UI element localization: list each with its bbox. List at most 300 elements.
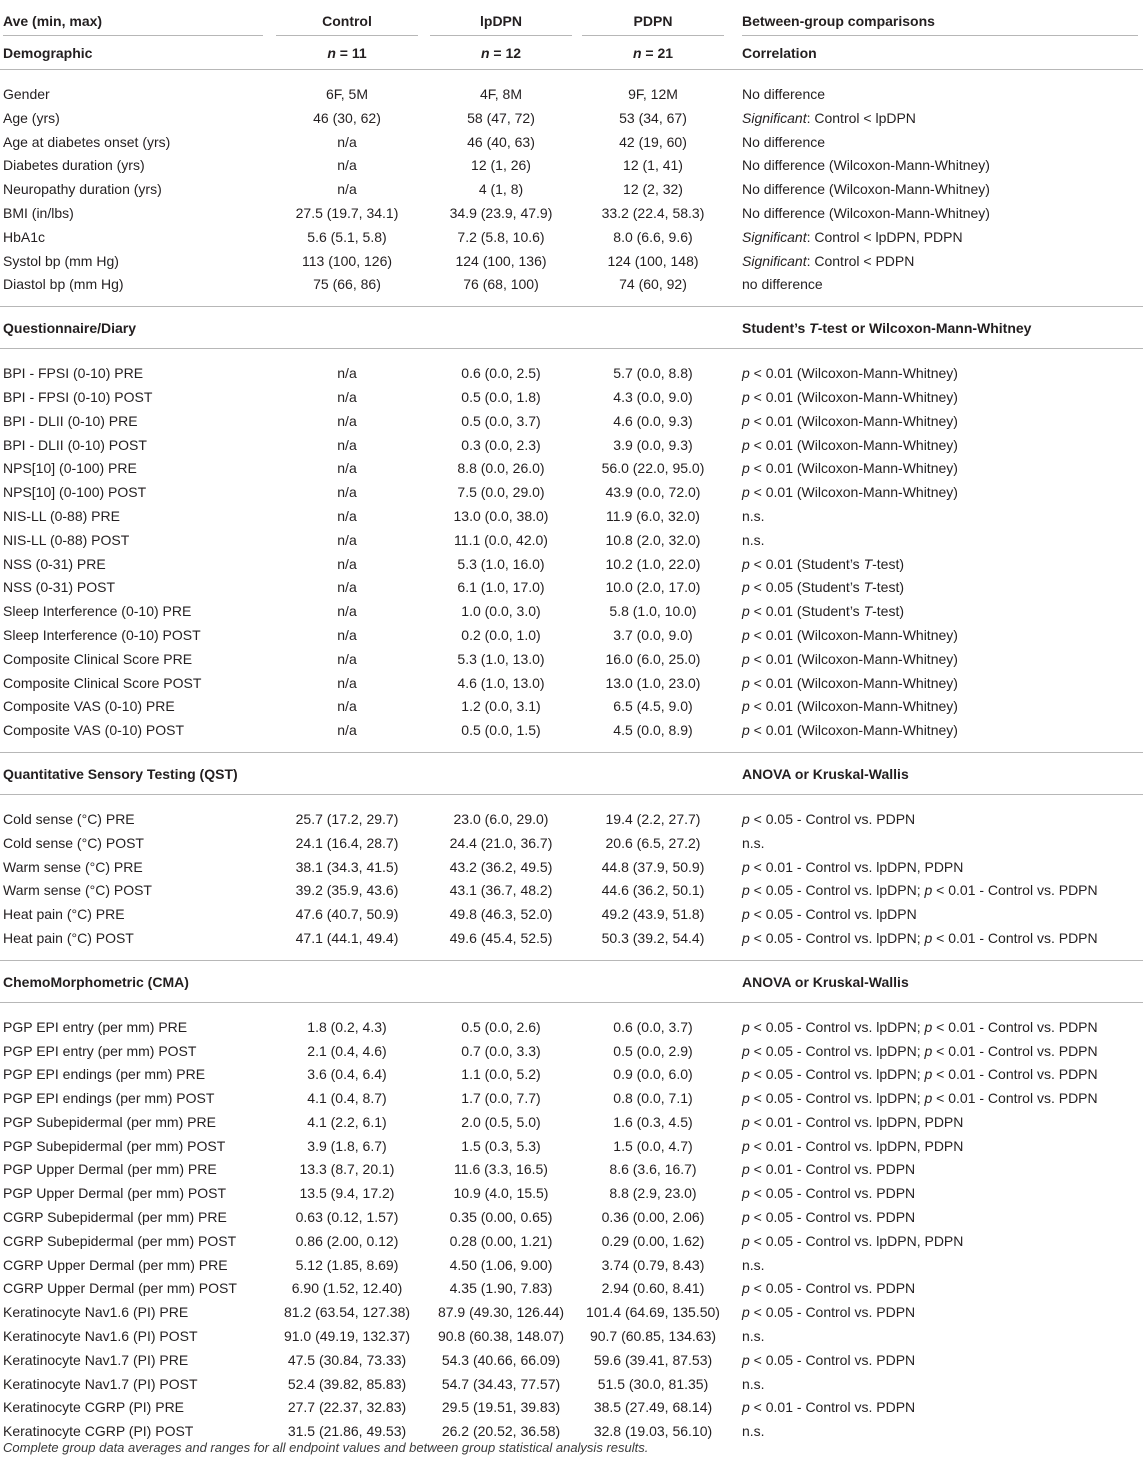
- table-row: [0, 201, 1143, 225]
- control-value: n/a: [337, 365, 357, 382]
- comparison-value: n.s.: [742, 1328, 765, 1345]
- pdpn-value: 0.8 (0.0, 7.1): [613, 1090, 693, 1107]
- row-label: Composite VAS (0-10) POST: [3, 722, 185, 739]
- row-label: BMI (in/lbs): [3, 204, 74, 221]
- table-row: [0, 409, 1143, 433]
- pdpn-value: 90.7 (60.85, 134.63): [589, 1328, 717, 1345]
- row-label: Keratinocyte Nav1.7 (PI) POST: [3, 1375, 198, 1392]
- lpdpn-value: 87.9 (49.30, 126.44): [437, 1304, 565, 1321]
- pdpn-value: 3.9 (0.0, 9.3): [613, 436, 693, 453]
- table-row: [0, 623, 1143, 647]
- control-value: n/a: [337, 579, 357, 596]
- row-label: BPI - FPSI (0-10) POST: [3, 388, 153, 405]
- row-label: Age (yrs): [3, 109, 60, 126]
- table-row: [0, 1062, 1143, 1086]
- table-row: [0, 130, 1143, 154]
- lpdpn-value: 43.1 (36.7, 48.2): [449, 882, 553, 899]
- comparison-value: p < 0.05 - Control vs. PDPN: [742, 1280, 916, 1297]
- comparison-value: p < 0.01 (Wilcoxon-Mann-Whitney): [742, 698, 958, 715]
- comparison-value: p < 0.05 - Control vs. lpDPN; p < 0.01 - Control vs. PDPN: [742, 1090, 1098, 1107]
- row-label: PGP EPI endings (per mm) POST: [3, 1090, 215, 1107]
- lpdpn-value: 7.5 (0.0, 29.0): [457, 484, 545, 501]
- row-label: Warm sense (°C) POST: [3, 882, 152, 899]
- table-row: [0, 249, 1143, 273]
- table-row: [0, 552, 1143, 576]
- comparison-value: p < 0.01 (Wilcoxon-Mann-Whitney): [742, 722, 958, 739]
- control-value: n/a: [337, 484, 357, 501]
- lpdpn-value: 24.4 (21.0, 36.7): [449, 834, 553, 851]
- pdpn-value: 38.5 (27.49, 68.14): [593, 1399, 713, 1416]
- comparison-value: n.s.: [742, 1423, 765, 1440]
- pdpn-value: 3.7 (0.0, 9.0): [613, 626, 693, 643]
- lpdpn-value: 124 (100, 136): [455, 252, 547, 269]
- section-header: [0, 960, 1143, 1003]
- row-label: Keratinocyte Nav1.6 (PI) POST: [3, 1328, 198, 1345]
- table-row: [0, 385, 1143, 409]
- pdpn-value: 0.5 (0.0, 2.9): [613, 1042, 693, 1059]
- row-label: CGRP Upper Dermal (per mm) PRE: [3, 1256, 228, 1273]
- control-value: 27.7 (22.37, 32.83): [287, 1399, 407, 1416]
- comparison-value: p < 0.05 (Student’s T-test): [742, 579, 905, 596]
- control-value: 46 (30, 62): [313, 109, 381, 126]
- pdpn-value: 124 (100, 148): [607, 252, 699, 269]
- pdpn-value: 20.6 (6.5, 27.2): [605, 834, 701, 851]
- pdpn-value: 8.0 (6.6, 9.6): [613, 228, 693, 245]
- control-value: n/a: [337, 181, 357, 198]
- row-label: PGP Upper Dermal (per mm) PRE: [3, 1161, 217, 1178]
- pdpn-value: 74 (60, 92): [619, 276, 687, 293]
- control-value: n/a: [337, 460, 357, 477]
- table-row: [0, 718, 1143, 742]
- pdpn-value: 11.9 (6.0, 32.0): [606, 507, 700, 524]
- comparison-value: p < 0.01 (Wilcoxon-Mann-Whitney): [742, 674, 958, 691]
- lpdpn-value: 34.9 (23.9, 47.9): [449, 204, 553, 221]
- table-row: [0, 1110, 1143, 1134]
- control-value: n/a: [337, 388, 357, 405]
- lpdpn-value: 1.5 (0.3, 5.3): [461, 1137, 541, 1154]
- comparison-value: p < 0.05 - Control vs. PDPN: [742, 1185, 916, 1202]
- lpdpn-value: 4.6 (1.0, 13.0): [457, 674, 545, 691]
- table-row: [0, 855, 1143, 879]
- table-row: [0, 106, 1143, 130]
- demographic-label: Demographic: [3, 45, 93, 61]
- row-label: PGP Subepidermal (per mm) POST: [3, 1137, 226, 1154]
- table-row: [0, 1276, 1143, 1300]
- table-row: [0, 1300, 1143, 1324]
- control-value: 0.86 (2.00, 0.12): [295, 1232, 399, 1249]
- pdpn-value: 9F, 12M: [628, 86, 678, 102]
- control-value: n/a: [337, 507, 357, 524]
- row-label: Keratinocyte Nav1.6 (PI) PRE: [3, 1304, 189, 1321]
- comparison-value: p < 0.01 (Wilcoxon-Mann-Whitney): [742, 365, 958, 382]
- comparison-value: p < 0.01 (Wilcoxon-Mann-Whitney): [742, 388, 958, 405]
- control-value: 113 (100, 126): [301, 252, 393, 269]
- table-row: [0, 361, 1143, 385]
- row-label: Composite Clinical Score PRE: [3, 650, 193, 667]
- row-label: NSS (0-31) POST: [3, 579, 116, 596]
- control-value: 91.0 (49.19, 132.37): [283, 1328, 411, 1345]
- table-row: [0, 504, 1143, 528]
- control-value: n/a: [337, 555, 357, 572]
- lpdpn-value: 0.5 (0.0, 1.8): [461, 388, 541, 405]
- lpdpn-value: 54.3 (40.66, 66.09): [441, 1351, 561, 1368]
- comparison-value: p < 0.05 - Control vs. PDPN: [742, 810, 916, 827]
- row-label: Cold sense (°C) POST: [3, 834, 144, 851]
- table-row: [0, 599, 1143, 623]
- control-value: 31.5 (21.86, 49.53): [287, 1423, 407, 1440]
- lpdpn-value: 0.3 (0.0, 2.3): [461, 436, 541, 453]
- comparison-value: p < 0.05 - Control vs. lpDPN, PDPN: [742, 1232, 964, 1249]
- lpdpn-value: 6.1 (1.0, 17.0): [457, 579, 545, 596]
- pdpn-value: 53 (34, 67): [619, 109, 687, 126]
- comparison-value: p < 0.01 - Control vs. lpDPN, PDPN: [742, 858, 964, 875]
- pdpn-value: 5.7 (0.0, 8.8): [613, 365, 693, 382]
- control-value: 38.1 (34.3, 41.5): [295, 858, 399, 875]
- lpdpn-value: 1.0 (0.0, 3.0): [461, 603, 541, 620]
- lpdpn-value: 0.28 (0.00, 1.21): [449, 1232, 553, 1249]
- comparison-value: p < 0.01 (Wilcoxon-Mann-Whitney): [742, 626, 958, 643]
- control-value: n/a: [337, 157, 357, 174]
- table-row: [0, 647, 1143, 671]
- control-value: 25.7 (17.2, 29.7): [295, 810, 399, 827]
- pdpn-value: 8.8 (2.9, 23.0): [609, 1185, 697, 1202]
- comparison-value: n.s.: [742, 507, 765, 524]
- pdpn-value: 43.9 (0.0, 72.0): [605, 484, 701, 501]
- table-row: [0, 1348, 1143, 1372]
- row-label: Diastol bp (mm Hg): [3, 276, 124, 293]
- comparison-value: Significant: Control < PDPN: [742, 252, 915, 269]
- row-label: PGP Subepidermal (per mm) PRE: [3, 1113, 216, 1130]
- lpdpn-value: 26.2 (20.52, 36.58): [441, 1423, 561, 1440]
- control-value: 47.1 (44.1, 49.4): [295, 929, 399, 946]
- table-row: [0, 480, 1143, 504]
- section-title: Questionnaire/Diary: [3, 320, 137, 337]
- table-row: [0, 177, 1143, 201]
- pdpn-value: 56.0 (22.0, 95.0): [601, 460, 705, 477]
- lpdpn-value: 76 (68, 100): [463, 276, 539, 293]
- table-row: [0, 225, 1143, 249]
- control-value: 2.1 (0.4, 4.6): [307, 1042, 387, 1059]
- lpdpn-value: 0.5 (0.0, 1.5): [461, 722, 541, 739]
- table-row: [0, 1015, 1143, 1039]
- lpdpn-value: 23.0 (6.0, 29.0): [453, 810, 549, 827]
- lpdpn-n: n = 12: [480, 45, 522, 61]
- lpdpn-value: 4F, 8M: [479, 86, 522, 102]
- pdpn-value: 0.36 (0.00, 2.06): [601, 1209, 705, 1226]
- comparison-value: n.s.: [742, 1256, 765, 1273]
- table-row: [0, 575, 1143, 599]
- pdpn-value: 2.94 (0.60, 8.41): [601, 1280, 705, 1297]
- row-label: Neuropathy duration (yrs): [3, 181, 162, 198]
- pdpn-value: 59.6 (39.41, 87.53): [593, 1351, 713, 1368]
- table-row: [0, 1324, 1143, 1348]
- lpdpn-value: 0.2 (0.0, 1.0): [461, 626, 541, 643]
- control-value: 27.5 (19.7, 34.1): [295, 204, 399, 221]
- lpdpn-value: 4.35 (1.90, 7.83): [449, 1280, 553, 1297]
- pdpn-value: 0.6 (0.0, 3.7): [613, 1018, 693, 1035]
- control-value: n/a: [337, 674, 357, 691]
- row-label: Heat pain (°C) PRE: [3, 906, 125, 923]
- lpdpn-value: 13.0 (0.0, 38.0): [453, 507, 549, 524]
- row-label: HbA1c: [3, 228, 46, 245]
- comparison-value: p < 0.05 - Control vs. PDPN: [742, 1209, 916, 1226]
- table-footnote: Complete group data averages and ranges for all endpoint values and between group statistical analysis results.: [3, 1440, 649, 1455]
- pdpn-value: 1.6 (0.3, 4.5): [613, 1113, 693, 1130]
- comparison-value: p < 0.05 - Control vs. lpDPN; p < 0.01 - Control vs. PDPN: [742, 1018, 1098, 1035]
- row-label: CGRP Subepidermal (per mm) PRE: [3, 1209, 227, 1226]
- table-row: [0, 1157, 1143, 1181]
- control-value: 3.9 (1.8, 6.7): [307, 1137, 387, 1154]
- comparison-value: p < 0.05 - Control vs. lpDPN; p < 0.01 - Control vs. PDPN: [742, 929, 1098, 946]
- pdpn-value: 101.4 (64.69, 135.50): [586, 1304, 720, 1321]
- control-value: 13.5 (9.4, 17.2): [299, 1185, 395, 1202]
- lpdpn-value: 12 (1, 26): [471, 157, 531, 174]
- control-value: 24.1 (16.4, 28.7): [295, 834, 399, 851]
- header-comparisons: Between-group comparisons: [742, 13, 935, 29]
- control-value: n/a: [337, 412, 357, 429]
- control-value: 75 (66, 86): [313, 276, 381, 293]
- section-header: [0, 306, 1143, 349]
- comparison-value: p < 0.05 - Control vs. lpDPN: [742, 906, 917, 923]
- row-label: NSS (0-31) PRE: [3, 555, 106, 572]
- control-value: 47.5 (30.84, 73.33): [287, 1351, 407, 1368]
- table-row: [0, 1229, 1143, 1253]
- comparison-value: n.s.: [742, 1375, 765, 1392]
- row-label: Age at diabetes onset (yrs): [3, 133, 171, 150]
- lpdpn-value: 29.5 (19.51, 39.83): [441, 1399, 561, 1416]
- comparison-value: No difference (Wilcoxon-Mann-Whitney): [742, 204, 990, 221]
- section-test: Student’s T-test or Wilcoxon-Mann-Whitney: [742, 320, 1032, 337]
- control-value: 13.3 (8.7, 20.1): [299, 1161, 395, 1178]
- lpdpn-value: 5.3 (1.0, 13.0): [457, 650, 545, 667]
- comparison-value: p < 0.05 - Control vs. lpDPN; p < 0.01 - Control vs. PDPN: [742, 1066, 1098, 1083]
- lpdpn-value: 46 (40, 63): [467, 133, 535, 150]
- pdpn-value: 44.6 (36.2, 50.1): [601, 882, 705, 899]
- row-label: Sleep Interference (0-10) POST: [3, 626, 201, 643]
- comparison-value: p < 0.05 - Control vs. lpDPN; p < 0.01 - Control vs. PDPN: [742, 1042, 1098, 1059]
- comparison-value: p < 0.01 (Wilcoxon-Mann-Whitney): [742, 460, 958, 477]
- section-header: [0, 752, 1143, 795]
- table-row: [0, 926, 1143, 950]
- lpdpn-value: 4 (1, 8): [478, 181, 524, 198]
- control-value: n/a: [337, 650, 357, 667]
- comparison-value: p < 0.01 (Wilcoxon-Mann-Whitney): [742, 484, 958, 501]
- row-label: PGP Upper Dermal (per mm) POST: [3, 1185, 227, 1202]
- section-title: Quantitative Sensory Testing (QST): [3, 765, 238, 782]
- comparison-value: p < 0.01 (Wilcoxon-Mann-Whitney): [742, 412, 958, 429]
- lpdpn-value: 49.6 (45.4, 52.5): [449, 929, 553, 946]
- table-row: [0, 831, 1143, 855]
- table-body: [0, 69, 1143, 1443]
- pdpn-value: 6.5 (4.5, 9.0): [613, 698, 693, 715]
- comparison-value: p < 0.01 - Control vs. PDPN: [742, 1399, 916, 1416]
- control-value: 0.63 (0.12, 1.57): [295, 1209, 399, 1226]
- control-value: n/a: [337, 531, 357, 548]
- row-label: Diabetes duration (yrs): [3, 157, 145, 174]
- row-label: Cold sense (°C) PRE: [3, 810, 135, 827]
- pdpn-value: 10.8 (2.0, 32.0): [605, 531, 701, 548]
- pdpn-value: 33.2 (22.4, 58.3): [601, 204, 705, 221]
- control-value: 5.6 (5.1, 5.8): [307, 228, 387, 245]
- lpdpn-value: 7.2 (5.8, 10.6): [457, 228, 545, 245]
- comparison-value: p < 0.05 - Control vs. lpDPN; p < 0.01 - Control vs. PDPN: [742, 882, 1098, 899]
- lpdpn-value: 0.6 (0.0, 2.5): [461, 365, 541, 382]
- control-value: n/a: [337, 626, 357, 643]
- header-pdpn: PDPN: [633, 13, 673, 29]
- lpdpn-value: 11.1 (0.0, 42.0): [454, 531, 548, 548]
- row-label: Systol bp (mm Hg): [3, 252, 119, 269]
- table-row: [0, 1134, 1143, 1158]
- lpdpn-value: 0.5 (0.0, 2.6): [461, 1018, 541, 1035]
- row-label: BPI - FPSI (0-10) PRE: [3, 365, 144, 382]
- lpdpn-value: 4.50 (1.06, 9.00): [449, 1256, 553, 1273]
- comparison-value: p < 0.01 (Student’s T-test): [742, 555, 905, 572]
- table-row: [0, 433, 1143, 457]
- control-value: 6.90 (1.52, 12.40): [291, 1280, 403, 1297]
- comparison-value: Significant: Control < lpDPN, PDPN: [742, 228, 963, 245]
- lpdpn-value: 90.8 (60.38, 148.07): [437, 1328, 565, 1345]
- comparison-value: p < 0.01 - Control vs. PDPN: [742, 1161, 916, 1178]
- header-control: Control: [322, 13, 372, 29]
- row-label: NPS[10] (0-100) PRE: [3, 460, 137, 477]
- comparison-value: p < 0.05 - Control vs. PDPN: [742, 1351, 916, 1368]
- row-label: NIS-LL (0-88) POST: [3, 531, 130, 548]
- row-label: BPI - DLII (0-10) POST: [3, 436, 147, 453]
- table-row: [0, 1181, 1143, 1205]
- control-value: n/a: [337, 133, 357, 150]
- pdpn-value: 19.4 (2.2, 27.7): [605, 810, 701, 827]
- row-label: NIS-LL (0-88) PRE: [3, 507, 120, 524]
- control-value: 6F, 5M: [325, 86, 368, 102]
- table-row: [0, 1205, 1143, 1229]
- header-lpdpn: lpDPN: [480, 13, 522, 29]
- pdpn-value: 42 (19, 60): [619, 133, 687, 150]
- table-row: [0, 807, 1143, 831]
- control-value: n/a: [337, 603, 357, 620]
- control-value: 5.12 (1.85, 8.69): [295, 1256, 399, 1273]
- row-label: CGRP Upper Dermal (per mm) POST: [3, 1280, 237, 1297]
- table-row: [0, 902, 1143, 926]
- row-label: CGRP Subepidermal (per mm) POST: [3, 1232, 237, 1249]
- pdpn-value: 51.5 (30.0, 81.35): [597, 1375, 709, 1392]
- row-label: Sleep Interference (0-10) PRE: [3, 603, 192, 620]
- comparison-value: No difference: [742, 133, 826, 150]
- comparison-value: p < 0.01 (Wilcoxon-Mann-Whitney): [742, 436, 958, 453]
- lpdpn-value: 8.8 (0.0, 26.0): [457, 460, 545, 477]
- lpdpn-value: 54.7 (34.43, 77.57): [441, 1375, 561, 1392]
- table-row: [0, 671, 1143, 695]
- row-label: PGP EPI entry (per mm) POST: [3, 1042, 197, 1059]
- lpdpn-value: 43.2 (36.2, 49.5): [449, 858, 553, 875]
- row-label: NPS[10] (0-100) POST: [3, 484, 147, 501]
- pdpn-value: 50.3 (39.2, 54.4): [601, 929, 705, 946]
- row-label: Keratinocyte Nav1.7 (PI) PRE: [3, 1351, 189, 1368]
- control-value: n/a: [337, 722, 357, 739]
- lpdpn-value: 49.8 (46.3, 52.0): [449, 906, 553, 923]
- comparison-value: p < 0.01 - Control vs. lpDPN, PDPN: [742, 1113, 964, 1130]
- header-label: Ave (min, max): [3, 13, 103, 29]
- lpdpn-value: 2.0 (0.5, 5.0): [461, 1113, 541, 1130]
- lpdpn-value: 58 (47, 72): [467, 109, 535, 126]
- section-test: ANOVA or Kruskal-Wallis: [742, 765, 909, 782]
- table-row: [0, 272, 1143, 296]
- lpdpn-value: 10.9 (4.0, 15.5): [453, 1185, 549, 1202]
- pdpn-value: 16.0 (6.0, 25.0): [605, 650, 701, 667]
- section-title: ChemoMorphometric (CMA): [3, 973, 189, 990]
- lpdpn-value: 0.35 (0.00, 0.65): [449, 1209, 553, 1226]
- section-test: ANOVA or Kruskal-Wallis: [742, 973, 909, 990]
- row-label: Keratinocyte CGRP (PI) POST: [3, 1423, 194, 1440]
- table-row: [0, 82, 1143, 106]
- row-label: PGP EPI endings (per mm) PRE: [3, 1066, 206, 1083]
- pdpn-value: 1.5 (0.0, 4.7): [613, 1137, 693, 1154]
- comparison-value: n.s.: [742, 834, 765, 851]
- comparison-value: p < 0.01 (Student’s T-test): [742, 603, 905, 620]
- control-value: 4.1 (2.2, 6.1): [307, 1113, 387, 1130]
- control-value: 52.4 (39.82, 85.83): [287, 1375, 407, 1392]
- lpdpn-value: 1.1 (0.0, 5.2): [461, 1066, 541, 1083]
- pdpn-value: 5.8 (1.0, 10.0): [609, 603, 697, 620]
- table-row: [0, 1395, 1143, 1419]
- pdpn-value: 4.5 (0.0, 8.9): [613, 722, 693, 739]
- table-row: [0, 456, 1143, 480]
- lpdpn-value: 1.7 (0.0, 7.7): [461, 1090, 541, 1107]
- row-label: Keratinocyte CGRP (PI) PRE: [3, 1399, 185, 1416]
- demographic-header-row: [0, 36, 1143, 69]
- pdpn-n: n = 21: [632, 45, 674, 61]
- lpdpn-value: 11.6 (3.3, 16.5): [454, 1161, 548, 1178]
- pdpn-value: 12 (1, 41): [623, 157, 683, 174]
- table-row: [0, 528, 1143, 552]
- row-label: Heat pain (°C) POST: [3, 929, 134, 946]
- comparison-value: no difference: [742, 276, 823, 293]
- row-label: PGP EPI entry (per mm) PRE: [3, 1018, 188, 1035]
- lpdpn-value: 1.2 (0.0, 3.1): [461, 698, 541, 715]
- row-label: Composite Clinical Score POST: [3, 674, 202, 691]
- header-row: [0, 0, 1143, 36]
- pdpn-value: 0.29 (0.00, 1.62): [601, 1232, 705, 1249]
- control-n: n = 11: [327, 45, 367, 61]
- table-row: [0, 1086, 1143, 1110]
- pdpn-value: 44.8 (37.9, 50.9): [601, 858, 705, 875]
- control-value: n/a: [337, 698, 357, 715]
- pdpn-value: 32.8 (19.03, 56.10): [593, 1423, 713, 1440]
- table-row: [0, 1039, 1143, 1063]
- pdpn-value: 8.6 (3.6, 16.7): [609, 1161, 697, 1178]
- control-value: 3.6 (0.4, 6.4): [307, 1066, 387, 1083]
- correlation-label: Correlation: [742, 45, 817, 61]
- table-row: [0, 694, 1143, 718]
- comparison-value: p < 0.01 - Control vs. lpDPN, PDPN: [742, 1137, 964, 1154]
- row-label: Warm sense (°C) PRE: [3, 858, 143, 875]
- comparison-value: p < 0.05 - Control vs. PDPN: [742, 1304, 916, 1321]
- lpdpn-value: 0.5 (0.0, 3.7): [461, 412, 541, 429]
- table-row: [0, 153, 1143, 177]
- table-row: [0, 1372, 1143, 1396]
- table-row: [0, 878, 1143, 902]
- comparison-value: No difference (Wilcoxon-Mann-Whitney): [742, 157, 990, 174]
- table-row: [0, 1253, 1143, 1277]
- comparison-value: p < 0.01 (Wilcoxon-Mann-Whitney): [742, 650, 958, 667]
- comparison-value: Significant: Control < lpDPN: [742, 109, 916, 126]
- pdpn-value: 4.3 (0.0, 9.0): [613, 388, 693, 405]
- control-value: n/a: [337, 436, 357, 453]
- pdpn-value: 10.0 (2.0, 17.0): [605, 579, 701, 596]
- control-value: 39.2 (35.9, 43.6): [295, 882, 399, 899]
- pdpn-value: 3.74 (0.79, 8.43): [601, 1256, 705, 1273]
- lpdpn-value: 0.7 (0.0, 3.3): [461, 1042, 541, 1059]
- control-value: 1.8 (0.2, 4.3): [307, 1018, 387, 1035]
